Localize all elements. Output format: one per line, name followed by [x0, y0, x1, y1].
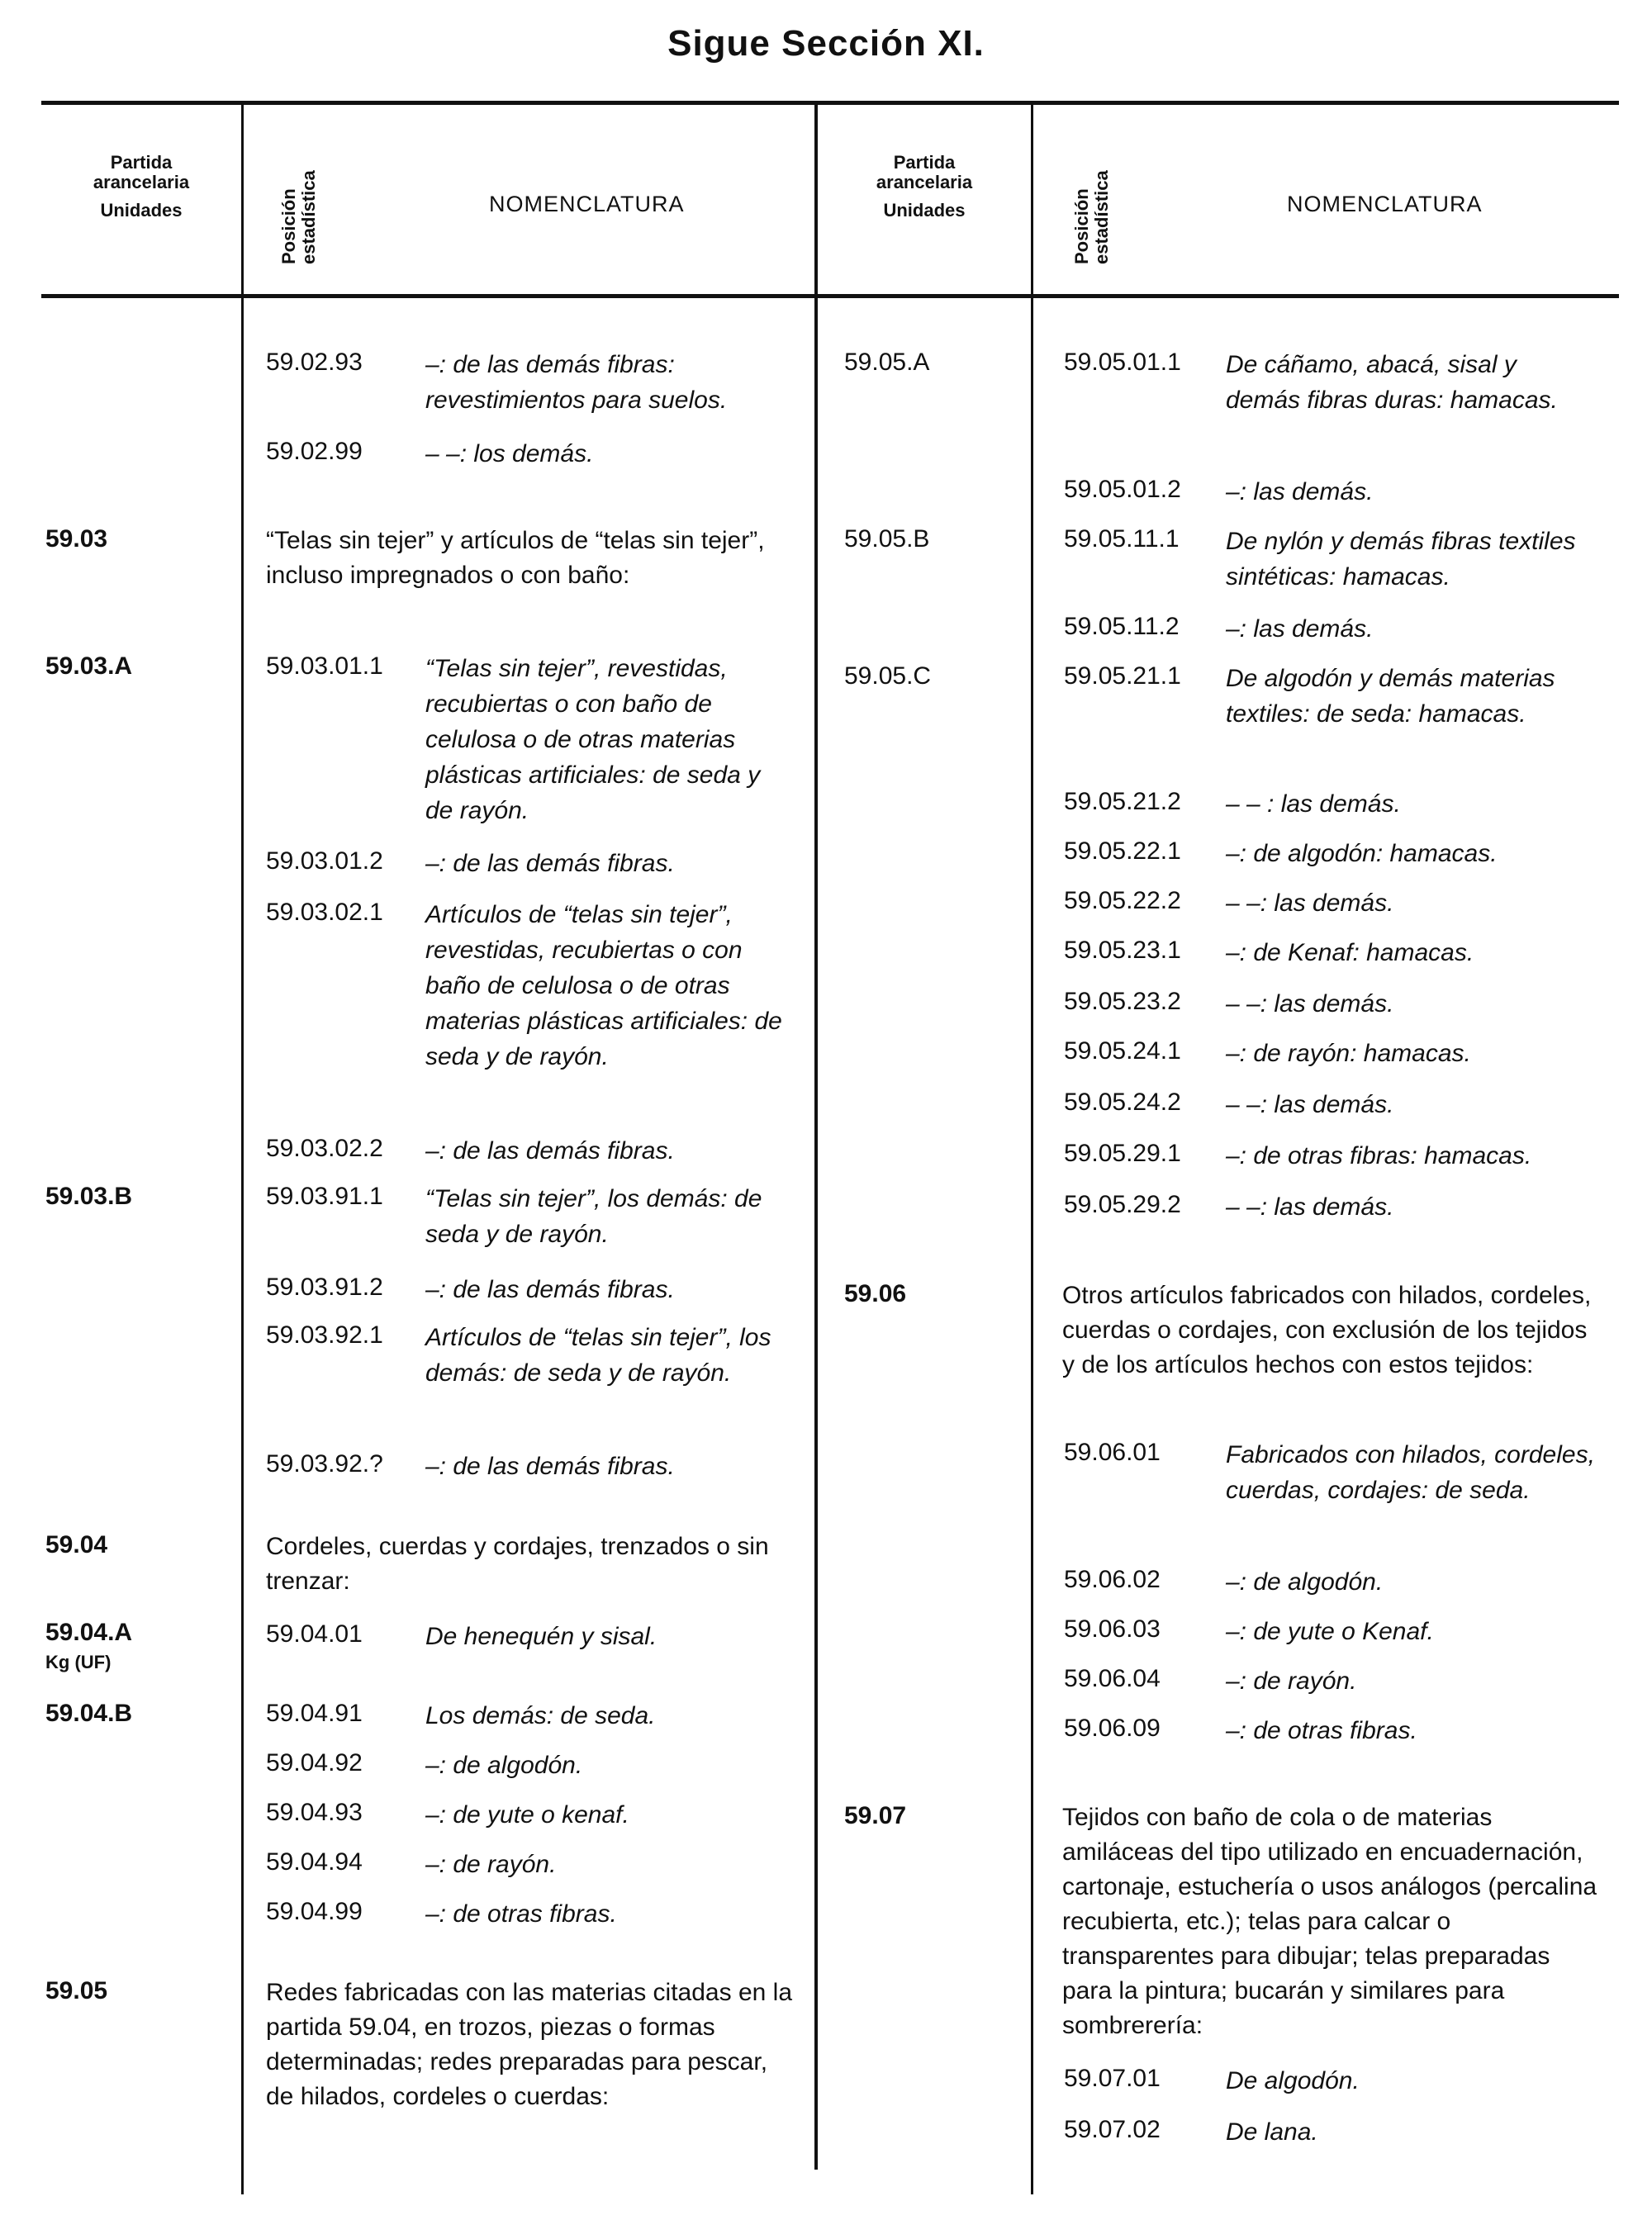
stat-code: 59.04.01 — [266, 1620, 363, 1648]
partida-header — [818, 149, 1031, 225]
description: –: de las demás fibras. — [425, 850, 675, 877]
stat-code: 59.05.21.2 — [1064, 788, 1181, 815]
description: –: de otras fibras. — [1226, 1717, 1417, 1744]
stat-code: 59.03.01.1 — [266, 652, 383, 680]
stat-code: 59.05.29.1 — [1064, 1140, 1181, 1167]
stat-code: 59.06.01 — [1064, 1439, 1161, 1466]
col-divider-middle — [814, 105, 818, 2170]
tariff-code: 59.05.A — [844, 349, 930, 376]
description: De henequén y sisal. — [425, 1623, 657, 1650]
page-title: Sigue Sección XI. — [667, 23, 985, 64]
stat-code: 59.07.01 — [1064, 2065, 1161, 2092]
heading-text: Redes fabricadas con las materias citadas en la partida 59.04, en trozos, piezas o formas determinadas; redes preparadas para pescar, de hilados, cordeles o cuerdas: — [266, 1979, 793, 2110]
stat-code: 59.04.94 — [266, 1848, 363, 1876]
description: –: de yute o kenaf. — [425, 1801, 629, 1829]
stat-code: 59.03.92.1 — [266, 1321, 383, 1349]
description: –: de las demás fibras. — [425, 1276, 675, 1303]
description: –: de las demás fibras: revestimientos para suelos. — [425, 351, 728, 414]
stat-code: 59.05.29.2 — [1064, 1191, 1181, 1218]
description: –: de las demás fibras. — [425, 1137, 675, 1165]
tariff-code: 59.03.B — [45, 1183, 133, 1210]
col-divider-left-1 — [241, 105, 244, 2194]
estadistica-label: estadística — [1091, 170, 1112, 264]
posicion-label: Posición — [278, 188, 299, 264]
col-divider-right-1 — [1031, 105, 1033, 2194]
description: De algodón y demás materias textiles: de seda: hamacas. — [1226, 665, 1555, 728]
unit-label: Kg (UF) — [45, 1652, 112, 1672]
stat-code: 59.03.01.2 — [266, 847, 383, 875]
description: –: de algodón: hamacas. — [1226, 840, 1498, 867]
nomenclatura-header: NOMENCLATURA — [1287, 192, 1483, 216]
stat-code: 59.05.11.2 — [1064, 613, 1180, 640]
stat-code: 59.03.92.? — [266, 1450, 383, 1478]
heading-text: “Telas sin tejer” y artículos de “telas sin tejer”, incluso impregnados o con baño: — [266, 527, 765, 589]
stat-code: 59.06.03 — [1064, 1615, 1161, 1643]
description: –: de rayón. — [425, 1851, 557, 1878]
stat-code: 59.02.93 — [266, 349, 363, 376]
description: – –: las demás. — [1226, 1193, 1394, 1221]
stat-code: 59.05.01.1 — [1064, 349, 1181, 376]
stat-code: 59.05.11.1 — [1064, 525, 1180, 553]
arancelaria-label: arancelaria — [876, 172, 973, 192]
description: –: de yute o Kenaf. — [1226, 1618, 1434, 1645]
stat-code: 59.05.22.2 — [1064, 887, 1181, 914]
description: – –: las demás. — [1226, 1091, 1394, 1118]
stat-code: 59.05.23.1 — [1064, 937, 1181, 964]
description: Fabricados con hilados, cordeles, cuerdas, cordajes: de seda. — [1226, 1441, 1595, 1504]
stat-code: 59.03.91.2 — [266, 1274, 383, 1301]
stat-code: 59.05.24.2 — [1064, 1089, 1181, 1116]
description: –: de rayón: hamacas. — [1226, 1040, 1471, 1067]
unidades-label: Unidades — [100, 200, 183, 221]
description: De nylón y demás fibras textiles sintéticas: hamacas. — [1226, 528, 1576, 591]
description: De algodón. — [1226, 2067, 1360, 2094]
description: – –: las demás. — [1226, 889, 1394, 917]
partida-label: Partida — [893, 152, 956, 173]
stat-code: 59.05.24.1 — [1064, 1037, 1181, 1065]
stat-code: 59.03.02.2 — [266, 1135, 383, 1162]
posicion-header — [279, 170, 319, 264]
description: – – : las demás. — [1226, 790, 1401, 818]
posicion-label: Posición — [1071, 188, 1092, 264]
heading-text: Tejidos con baño de cola o de materias amiláceas del tipo utilizado en encuadernación, cartonaje, estuchería o usos análogos (percalina recubierta, etc.); telas para calcar o transparentes para dibujar; telas preparadas para la pintura; bucarán y similares para sombrerería: — [1062, 1804, 1597, 2039]
description: –: de algodón. — [425, 1752, 583, 1779]
unidades-label: Unidades — [883, 200, 966, 221]
stat-code: 59.05.22.1 — [1064, 837, 1181, 865]
heading-code: 59.05 — [45, 1977, 108, 2004]
description: –: las demás. — [1226, 478, 1374, 505]
description: –: de otras fibras. — [425, 1900, 617, 1928]
stat-code: 59.06.02 — [1064, 1566, 1161, 1593]
stat-code: 59.05.21.1 — [1064, 662, 1181, 690]
stat-code: 59.04.99 — [266, 1898, 363, 1925]
stat-code: 59.03.02.1 — [266, 899, 383, 926]
description: “Telas sin tejer”, revestidas, recubiertas o con baño de celulosa o de otras materias plásticas artificiales: de seda y de rayón. — [425, 655, 761, 824]
header-bottom-rule — [41, 294, 1619, 298]
heading-code: 59.07 — [844, 1802, 907, 1829]
tariff-code: 59.05.B — [844, 525, 930, 553]
description: Los demás: de seda. — [425, 1702, 656, 1729]
stat-code: 59.04.93 — [266, 1799, 363, 1826]
description: –: de rayón. — [1226, 1667, 1357, 1695]
heading-code: 59.06 — [844, 1280, 907, 1307]
description: Artículos de “telas sin tejer”, los demás: de seda y de rayón. — [425, 1324, 771, 1387]
stat-code: 59.07.02 — [1064, 2116, 1161, 2143]
stat-code: 59.05.23.2 — [1064, 988, 1181, 1015]
nomenclatura-header: NOMENCLATURA — [489, 192, 685, 216]
stat-code: 59.04.91 — [266, 1700, 363, 1727]
estadistica-label: estadística — [298, 170, 319, 264]
tariff-code: 59.05.C — [844, 662, 932, 690]
description: –: de las demás fibras. — [425, 1453, 675, 1480]
stat-code: 59.02.99 — [266, 438, 363, 465]
partida-label: Partida — [110, 152, 173, 173]
stat-code: 59.04.92 — [266, 1749, 363, 1776]
description: –: las demás. — [1226, 615, 1374, 643]
description: –: de otras fibras: hamacas. — [1226, 1142, 1532, 1169]
stat-code: 59.03.91.1 — [266, 1183, 383, 1210]
stat-code: 59.06.09 — [1064, 1715, 1161, 1742]
description: – –: las demás. — [1226, 990, 1394, 1017]
stat-code: 59.06.04 — [1064, 1665, 1161, 1692]
description: –: de algodón. — [1226, 1568, 1384, 1596]
arancelaria-label: arancelaria — [93, 172, 190, 192]
heading-code: 59.04 — [45, 1531, 108, 1558]
posicion-header — [1072, 170, 1112, 264]
heading-text: Cordeles, cuerdas y cordajes, trenzados o sin trenzar: — [266, 1533, 769, 1595]
description: De lana. — [1226, 2118, 1318, 2146]
description: –: de Kenaf: hamacas. — [1226, 939, 1474, 966]
tariff-code: 59.04.B — [45, 1700, 133, 1727]
description: – –: los demás. — [425, 440, 594, 467]
partida-header — [41, 149, 241, 225]
tariff-code: 59.04.A — [45, 1619, 133, 1646]
description: De cáñamo, abacá, sisal y demás fibras duras: hamacas. — [1226, 351, 1558, 414]
tariff-code: 59.03.A — [45, 652, 133, 680]
description: “Telas sin tejer”, los demás: de seda y de rayón. — [425, 1185, 762, 1248]
stat-code: 59.05.01.2 — [1064, 476, 1181, 503]
heading-code: 59.03 — [45, 525, 108, 553]
heading-text: Otros artículos fabricados con hilados, cordeles, cuerdas o cordajes, con exclusión de los tejidos y de los artículos hechos con estos tejidos: — [1062, 1282, 1592, 1378]
top-rule — [41, 101, 1619, 105]
description: Artículos de “telas sin tejer”, revestidas, recubiertas o con baño de celulosa o de otras materias plásticas artificiales: de seda y de rayón. — [425, 901, 782, 1070]
